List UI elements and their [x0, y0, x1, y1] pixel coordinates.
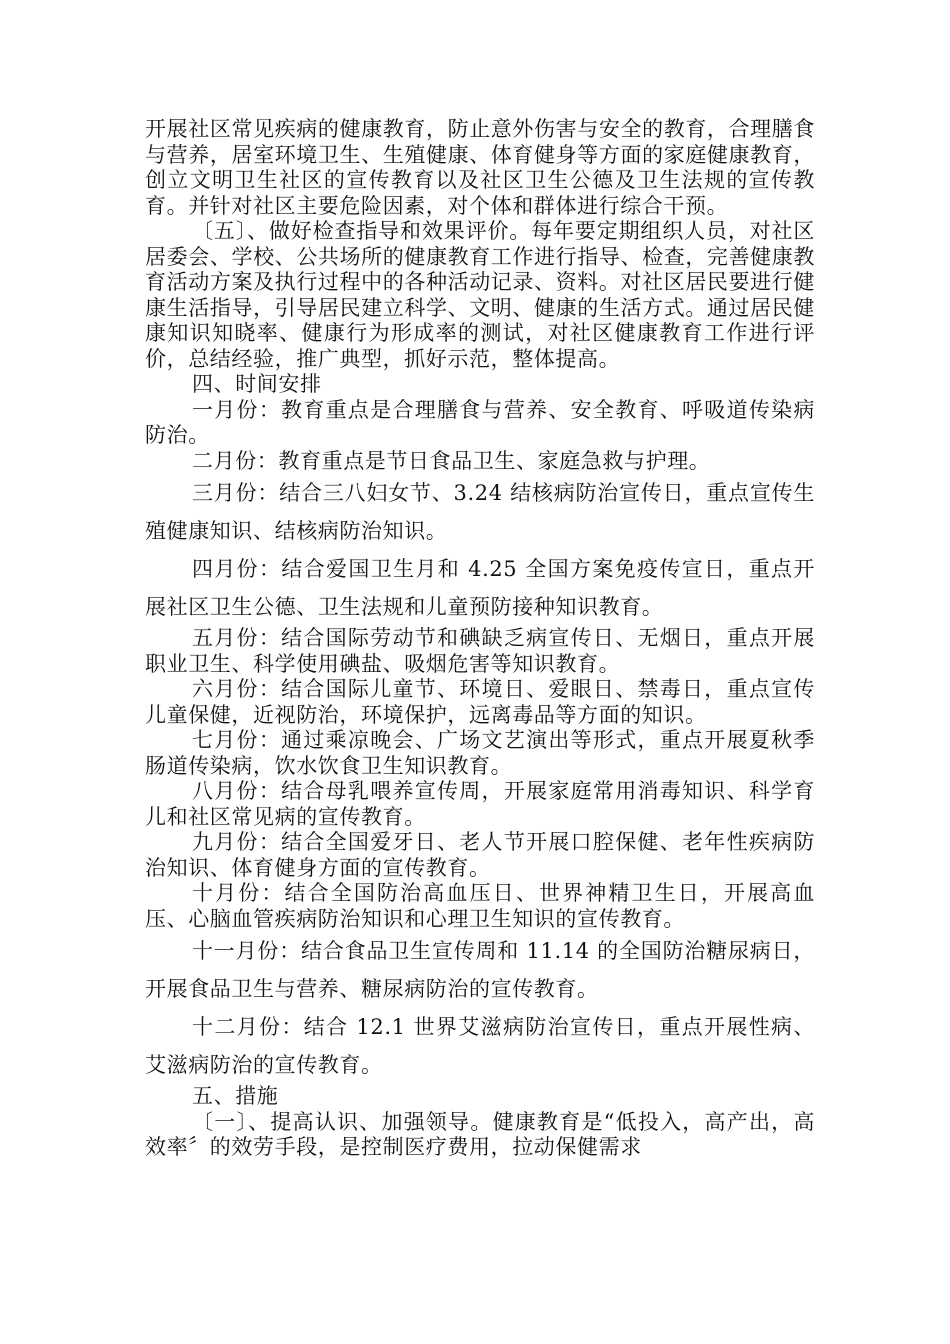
- paragraph-measure-one: 〔一〕、提高认识、加强领导。健康教育是“低投入，高产出，高效率〞的效劳手段，是控制医疗费用，拉动保健需求: [145, 1109, 815, 1159]
- paragraph-november: 十一月份：结合食品卫生宣传周和 11.14 的全国防治糖尿病日，开展食品卫生与营养、糖尿病防治的宣传教育。: [145, 939, 815, 1001]
- paragraph-inspection-evaluation: 〔五〕、做好检查指导和效果评价。每年要定期组织人员，对社区居委会、学校、公共场所的健康教育工作进行指导、检查，完善健康教育活动方案及执行过程中的各种活动记录、资料。对社区居民要进行健康生活指导，引导居民建立科学、文明、健康的生活方式。通过居民健康知识知晓率、健康行为形成率的测试，对社区健康教育工作进行评价，总结经验，推广典型，抓好示范，整体提高。: [145, 219, 815, 371]
- paragraph-february: 二月份：教育重点是节日食品卫生、家庭急救与护理。: [192, 448, 711, 473]
- paragraph-january: 一月份：教育重点是合理膳食与营养、安全教育、呼吸道传染病防治。: [145, 397, 815, 447]
- paragraph-july: 七月份：通过乘凉晚会、广场文艺演出等形式，重点开展夏秋季肠道传染病，饮水饮食卫生知识教育。: [145, 728, 815, 778]
- paragraph-september: 九月份：结合全国爱牙日、老人节开展口腔保健、老年性疾病防治知识、体育健身方面的宣传教育。: [145, 830, 815, 880]
- paragraph-october: 十月份：结合全国防治高血压日、世界神精卫生日，开展高血压、心脑血管疾病防治知识和心理卫生知识的宣传教育。: [145, 881, 815, 931]
- section-heading-measures: 五、措施: [192, 1084, 279, 1108]
- section-heading-schedule: 四、时间安排: [192, 372, 322, 396]
- paragraph-community-content: 开展社区常见疾病的健康教育，防止意外伤害与安全的教育，合理膳食与营养，居室环境卫生、生殖健康、体育健身等方面的家庭健康教育，创立文明卫生社区的宣传教育以及社区卫生公德及卫生法规的宣传教育。并针对社区主要危险因素，对个体和群体进行综合干预。: [145, 117, 815, 218]
- paragraph-may: 五月份：结合国际劳动节和碘缺乏病宣传日、无烟日，重点开展职业卫生、科学使用碘盐、吸烟危害等知识教育。: [145, 626, 815, 676]
- document-body: [145, 117, 815, 1161]
- paragraph-april: 四月份：结合爱国卫生月和 4.25 全国方案免疫传宣日，重点开展社区卫生公德、卫生法规和儿童预防接种知识教育。: [145, 557, 815, 619]
- paragraph-december: 十二月份：结合 12.1 世界艾滋病防治宣传日，重点开展性病、艾滋病防治的宣传教育。: [145, 1015, 815, 1077]
- paragraph-march: 三月份：结合三八妇女节、3.24 结核病防治宣传日，重点宣传生殖健康知识、结核病防治知识。: [145, 481, 815, 543]
- paragraph-june: 六月份：结合国际儿童节、环境日、爱眼日、禁毒日，重点宣传儿童保健，近视防治，环境保护，远离毒品等方面的知识。: [145, 677, 815, 727]
- paragraph-august: 八月份：结合母乳喂养宣传周，开展家庭常用消毒知识、科学育儿和社区常见病的宣传教育。: [145, 779, 815, 829]
